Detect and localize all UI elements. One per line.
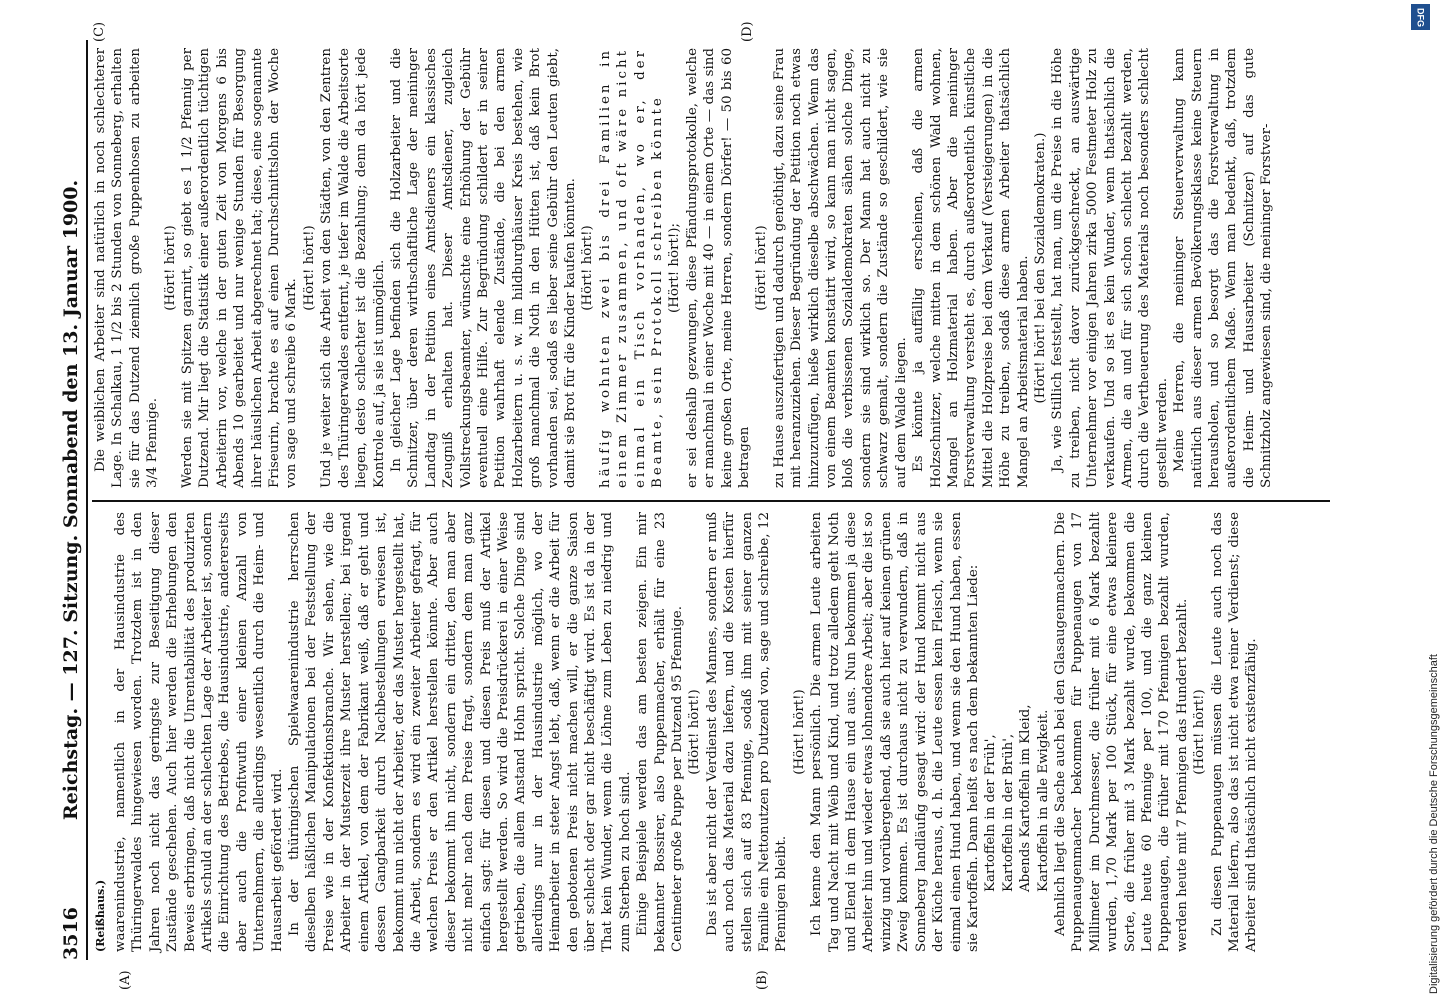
paragraph: Aehnlich liegt die Sache auch bei den Glasaugenmachern. Die Puppenaugenmacher bekommen für Puppenaugen von 17 Millimeter im Durchmesser, die früher mit 6 Mark bezahlt wurden, 1,70 Mark per 100 Stück, für eine etwas kleinere Sorte, die früher mit 3 Mark bezahlt wurde, bekommen die Leute heute 60 Pfennige per 100, und die ganz kleinen Puppenaugen, die früher mit 170 Pfennigen bezahlt wurden, werden heute mit 7 Pfennigen das Hundert bezahlt. (1052, 512, 1190, 952)
paragraph: waarenindustrie, namentlich in der Hausindustrie des Thüringerwaldes hingewiesen worden. Trotzdem ist in den Jahren noch nicht das geringste zur Beseitigung dieser Zustände geschehen. Auch hier werden die Erhebungen den Beweis erbringen, daß nicht die Unrentabilität des produzirten Artikels schuld an der schlechten Lage der Arbeiter ist, sondern die Einrichtung des Betriebes, die Hausindustrie, andererseits aber auch die Profitwuth einer kleinen Anzahl von Unternehmern, die allerdings wesentlich durch die Heim- und Hausarbeit gefördert wird. (113, 512, 285, 952)
interjection: (Hört! hört!) (791, 689, 807, 775)
verse-line: Abends Kartoffeln im Kleid, (1018, 704, 1034, 892)
paragraph-spaced: häufig wohnten zwei bis drei Familien in einem Zimmer zusammen, und oft wäre nicht einmal ein Tisch vorhanden, wo er, der Beamte, sein Protokoll schreiben könnte (597, 48, 665, 488)
left-column (112, 512, 1330, 952)
paragraph: Ich kenne den Mann persönlich. Die armen Leute arbeiten Tag und Nacht mit Weib und Kind, und trotz alledem geht Noth und Elend in dem Hause ein und aus. Nun bekommen ja diese Arbeiter hin und wieder etwas lohnendere Arbeit; aber die ist so winzig und vorübergehend, daß sie auch hier auf keinen grünen Zweig kommen. Es ist durchaus nicht zu verwundern, daß in Sonneberg landläufig gesagt wird: der Hund kommt nicht aus der Küche heraus, d. h. die Leute essen kein Fleisch, wenn sie einmal einen Hund haben, und wenn sie den Hund haben, essen sie Kartoffeln. Dann heißt es nach dem bekannten Liede: (809, 512, 981, 952)
paragraph: In der thüringischen Spielwaarenindustrie herrschen dieselben häßlichen Manipulationen bei der Feststellung der Preise wie in der Konfektionsbranche. Wir sehen, wie die Arbeiter in der Musterzeit ihre Muster herstellen; bei irgend einem Artikel, von dem der Fabrikant weiß, daß er geht und dessen Gangbarkeit durch Nachbestellungen erwiesen ist, bekommt nun nicht der Arbeiter, der das Muster hergestellt hat, die Arbeit, sondern es wird ein zweiter Arbeiter gefragt, für welchen Preis er den Artikel herstellen könnte. Aber auch dieser bekommt ihn nicht, sondern ein dritter, den man aber nicht mehr nach dem Preise fragt, sondern dem man ganz einfach sagt: für diesen und diesen Preis muß der Artikel hergestellt werden. So wird die Preisdrückerei in einer Weise getrieben, die allem Anstand Hohn spricht. Solche Dinge sind allerdings nur in der Hausindustrie möglich, wo der Heimarbeiter in steter Angst lebt, daß, wenn er die Arbeit für den gebotenen Preis nicht machen will, er die ganze Saison über schlecht oder gar nicht beschäftigt wird. Es ist da in der That kein Wunder, wenn die Löhne zum Leben zu niedrig und zum Sterben zu hoch sind. (287, 512, 633, 952)
paragraph: Ja, wie Stillich feststellt, hat man, um die Preise in die Höhe zu treiben, nicht davor zurückgeschreckt, an auswärtige Unternehmer vor einigen Jahren zirka 5000 Festmeter Holz zu verkaufen. Und so ist es kein Wunder, wenn thatsächlich die Armen, die an und für sich schon schlecht bezahlt werden, durch die Vertheuerung des Materials noch besonders schlecht gestellt werden. (1050, 48, 1170, 488)
margin-mark-a: (A) (118, 970, 133, 990)
verse-line: Kartoffeln in der Brüh', (1000, 733, 1016, 892)
paragraph: In gleicher Lage befinden sich die Holzarbeiter und die Schnitzer, über deren wirthschaftliche Lage der meininger Landtag in der Petition eines Amtsdieners ein klassisches Zeugniß erhalten hat. Dieser Amtsdiener, zugleich Vollstreckungsbeamter, wünschte eine Erhöhung der Gebühr eventuell eine Hilfe. Zur Begründung schildert er in seiner Petition wahrhaft elende Zustände, die bei den armen Holzarbeitern u. s. w. im hildburghäuser Kreis bestehen, wie groß manchmal die Noth in den Hütten ist, daß kein Brot vorhanden sei, sodaß es lieber seine Gebühr den Leuten giebt, damit sie Brot für die Kinder kaufen könnten. (388, 48, 578, 488)
dfg-logo: DFG (1411, 4, 1430, 30)
margin-mark-d: (D) (740, 21, 755, 42)
digitization-credit (1410, 0, 1440, 1000)
paragraph: Zu diesen Puppenaugen müssen die Leute auch noch das Material liefern, also das ist nicht etwa reiner Verdienst; diese Arbeiter sind thatsächlich nicht existenzfähig. (1209, 512, 1260, 952)
interjection: (Hört! hört!) (687, 689, 703, 775)
page-title: Reichstag. — 127. Sitzung. Sonnabend den 13. Januar 1900. (60, 179, 82, 821)
paragraph: Es könnte ja auffällig erscheinen, daß die armen Holzschnitzer, welche mitten in dem schönen Wald wohnen, Mangel an Holzmaterial haben. Aber die meininger Forstverwaltung versteht es, durch außerordentlich künstliche Mittel die Holzpreise bei dem Verkauf (Versteigerungen) in die Höhe zu treiben, sodaß diese armen Arbeiter thatsächlich Mangel an Arbeitsmaterial haben. (911, 48, 1031, 488)
paragraph: Werden sie mit Spitzen garnirt, so giebt es 1 1/2 Pfennig per Dutzend. Mir liegt die Statistik einer außerordentlich tüchtigen Arbeiterin vor, welche in der guten Zeit von Morgens 6 bis Abends 10 gearbeitet und nur wenige Stunden für Besorgung ihrer häuslichen Arbeit abgerechnet hat; diese, eine sogenannte Friseurin, brachte es auf einen Durchschnittslohn der Woche von sage und schreibe 6 Mark. (180, 48, 300, 488)
paragraph: Meine Herren, die meininger Steuerverwaltung kann natürlich aus dieser armen Bevölkerungsklasse keine Steuern herausholen, und so besorgt das die Forstverwaltung in außerordentlichem Maße. Wenn man bedenkt, daß, trotzdem die Heim- und Hausarbeiter (Schnitzer) auf das gute Schnitzholz angewiesen sind, die meininger Forstver- (1172, 48, 1275, 488)
verse-line: Kartoffeln in der Früh', (983, 734, 999, 892)
interjection: (Hört! hört!) (162, 225, 178, 311)
page-header (58, 40, 88, 960)
speaker-tag: (Reißhaus.) (94, 879, 107, 952)
credit-text: Digitalisierung gefördert durch die Deutsche Forschungsgemeinschaft (1428, 654, 1440, 994)
interjection: (Hört! hört!) (580, 225, 596, 311)
margin-mark-b: (B) (755, 970, 770, 990)
interjection: (Hört! hört! bei den Sozialdemokraten.) (1032, 132, 1048, 404)
paragraph: zu Hause auszufertigen und dadurch genöthigt, dazu seine Frau mit heranzuziehen. Dieser Begründung der Petition noch etwas hinzuzufügen, hieße wirklich dieselbe abschwächen. Wenn das von einem Beamten konstatirt wird, so kann man nicht sagen, bloß die verbissenen Sozialdemokraten sähen solche Dinge, sondern sie sind wirklich so. Der Mann hat auch nicht zu schwarz gemalt, sondern die Zustände so geschildert, wie sie auf dem Walde liegen. (771, 48, 909, 488)
paragraph: Die weiblichen Arbeiter sind natürlich in noch schlechterer Lage. In Schalkau, 1 1/2 bis 2 Stunden von Sonneberg, erhalten sie für das Dutzend ziemlich große Puppenhosen zu arbeiten 3/4 Pfennige. (93, 48, 161, 488)
paragraph: Und je weiter sich die Arbeit von den Städten, von den Zentren des Thüringerwaldes entfernt, je tiefer im Walde die Arbeitsorte liegen, desto schlechter ist die Bezahlung; denn da hört jede Kontrole auf, ja sie ist unmöglich. (319, 48, 387, 488)
column-divider (92, 500, 1330, 502)
verse-line: Kartoffeln in alle Ewigkeit. (1035, 709, 1051, 892)
page-number: 3516 (60, 907, 82, 960)
right-column (92, 48, 1330, 488)
paragraph: Einige Beispiele werden das am besten zeigen. Ein mir bekannter Bossirer, also Puppenmacher, erhält für eine 23 Centimeter große Puppe per Dutzend 95 Pfennige. (635, 512, 685, 952)
paragraph: Das ist aber nicht der Verdienst des Mannes, sondern er muß auch noch das Material dazu liefern, und die Kosten hierfür stellen sich auf 83 Pfennige, sodaß ihm mit seiner ganzen Familie ein Nettonutzen pro Dutzend von, sage und schreibe, 12 Pfennigen bleibt. (704, 512, 790, 952)
margin-mark-c: (C) (92, 21, 107, 42)
interjection: (Hört! hört!) (301, 225, 317, 311)
interjection: (Hört! hört!) (754, 225, 770, 311)
paragraph: er sei deshalb gezwungen, diese Pfändungsprotokolle, welche er manchmal in einer Woche mit 40 — in einem Orte — das sind keine großen Orte, meine Herren, sondern Dörfer! — 50 bis 60 betragen (684, 48, 753, 488)
interjection: (Hört! hört!) (1192, 689, 1208, 775)
interjection: (Hört! hört!); (667, 223, 683, 313)
